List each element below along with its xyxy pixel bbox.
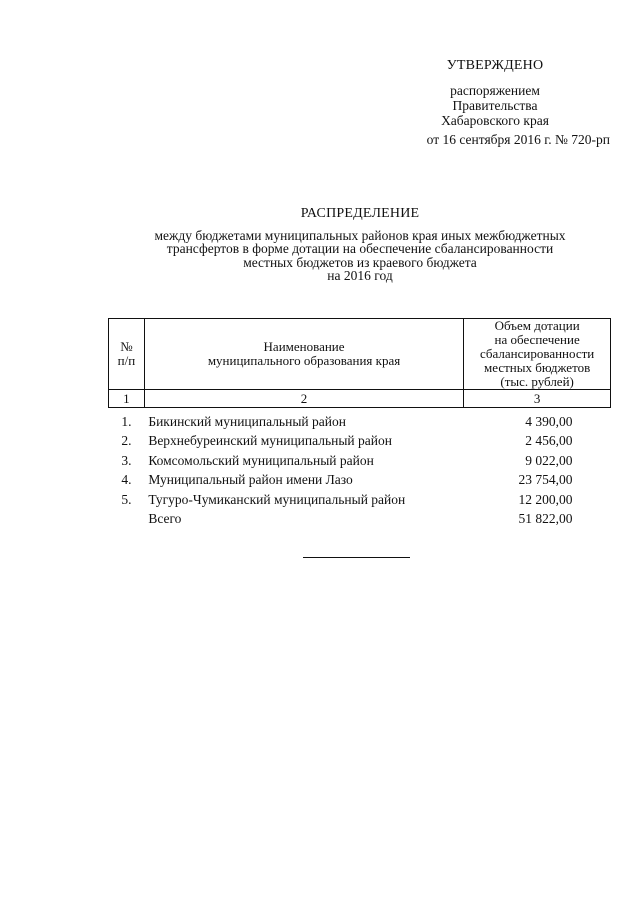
approval-stamp — [380, 58, 610, 147]
approval-line-2: Правительства — [452, 98, 538, 113]
document-end-line — [303, 557, 410, 558]
header-number-line-2: п/п — [117, 353, 136, 368]
header-name-line-2: муниципального образования края — [207, 353, 401, 368]
row-number: 1. — [121, 413, 132, 429]
approval-line-3: Хабаровского края — [441, 113, 549, 128]
header-amount-line-4: местных бюджетов — [484, 360, 591, 375]
row-number: 5. — [121, 491, 132, 507]
header-name — [144, 319, 463, 390]
total-label: Всего — [148, 511, 182, 527]
row-name: Верхнебуреинский муниципальный район — [148, 433, 392, 449]
title-line-3: местных бюджетов из краевого бюджета — [243, 254, 477, 270]
title-line-2: трансфертов в форме дотации на обеспечение сбалансированности — [166, 241, 554, 256]
row-value: 12 200,00 — [518, 491, 573, 507]
row-name: Бикинский муниципальный район — [148, 413, 346, 429]
total-number-cell — [109, 510, 145, 530]
total-value: 51 822,00 — [518, 511, 573, 527]
row-number: 4. — [121, 472, 132, 488]
column-number-row — [109, 390, 611, 408]
table-row — [109, 408, 611, 432]
header-amount-line-3: сбалансированности — [479, 346, 595, 361]
row-name: Тугуро-Чумиканский муниципальный район — [148, 491, 406, 507]
column-number: 1 — [109, 390, 145, 408]
title-line-4: на 2016 год — [327, 268, 393, 283]
row-value: 9 022,00 — [525, 452, 573, 468]
row-number: 3. — [121, 452, 132, 468]
table-row — [109, 451, 611, 471]
header-number — [109, 319, 145, 390]
approval-date: от 16 сентября 2016 г. № 720-рп — [426, 132, 610, 147]
column-number: 2 — [144, 390, 463, 408]
title-line-1: между бюджетами муниципальных районов края иных межбюджетных — [154, 227, 566, 243]
header-name-line-1: Наименование — [263, 339, 345, 354]
header-amount-line-1: Объем дотации — [494, 318, 580, 333]
header-amount-line-2: на обеспечение — [494, 332, 580, 347]
table-header-row — [109, 319, 611, 390]
table-row — [109, 471, 611, 491]
header-amount-line-5: (тыс. рублей) — [500, 374, 574, 389]
table-row — [109, 490, 611, 510]
row-name: Комсомольский муниципальный район — [148, 452, 374, 468]
distribution-table — [108, 318, 611, 529]
column-number: 3 — [464, 390, 611, 408]
approval-line-1: распоряжением — [450, 83, 540, 98]
row-value: 4 390,00 — [525, 413, 573, 429]
header-number-line-1: № — [120, 339, 133, 354]
row-number: 2. — [121, 433, 132, 449]
document-title — [80, 207, 640, 283]
header-amount — [464, 319, 611, 390]
row-value: 2 456,00 — [525, 433, 573, 449]
row-value: 23 754,00 — [518, 472, 573, 488]
total-row — [109, 510, 611, 530]
table-row — [109, 432, 611, 452]
row-name: Муниципальный район имени Лазо — [148, 472, 353, 488]
approval-heading: УТВЕРЖДЕНО — [446, 58, 544, 73]
title-main: РАСПРЕДЕЛЕНИЕ — [300, 206, 420, 221]
